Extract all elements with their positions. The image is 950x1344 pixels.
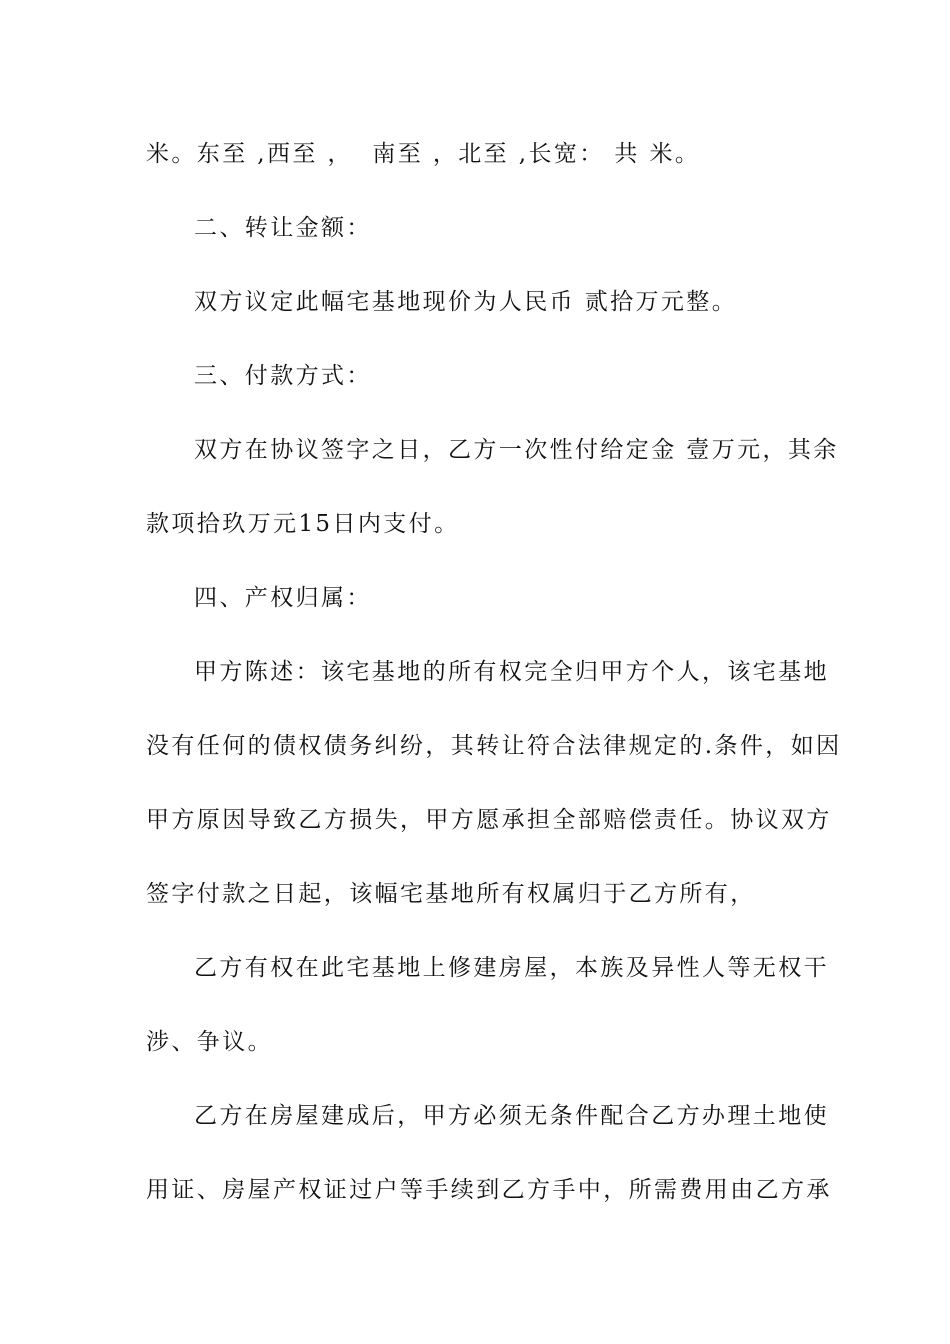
paragraph-statement-line-4: 签字付款之日起，该幅宅基地所有权属归于乙方所有， <box>146 881 756 907</box>
paragraph-payment-line-2: 款项拾玖万元15日内支付。 <box>146 511 460 537</box>
boundary-text-line: 米。东至 ,西至 ， 南至 ，北至 ,长宽： 共 米。 <box>146 141 701 167</box>
paragraph-price-line: 双方议定此幅宅基地现价为人民币 贰拾万元整。 <box>194 289 738 315</box>
section-heading-transfer-amount: 二、转让金额： <box>194 215 372 241</box>
paragraph-statement-line-1: 甲方陈述：该宅基地的所有权完全归甲方个人，该宅基地 <box>194 659 829 685</box>
paragraph-certificate-line-2: 用证、房屋产权证过户等手续到乙方手中，所需费用由乙方承 <box>146 1177 832 1203</box>
paragraph-certificate-line-1: 乙方在房屋建成后，甲方必须无条件配合乙方办理土地使 <box>194 1103 829 1129</box>
paragraph-building-rights-line-2: 涉、争议。 <box>146 1029 273 1055</box>
paragraph-building-rights-line-1: 乙方有权在此宅基地上修建房屋，本族及异性人等无权干 <box>194 955 829 981</box>
section-heading-ownership: 四、产权归属： <box>194 585 372 611</box>
section-heading-payment-method: 三、付款方式： <box>194 363 372 389</box>
paragraph-statement-line-3: 甲方原因导致乙方损失，甲方愿承担全部赔偿责任。协议双方 <box>146 807 832 833</box>
paragraph-payment-line-1: 双方在协议签字之日，乙方一次性付给定金 壹万元，其余 <box>194 437 839 463</box>
paragraph-statement-line-2: 没有任何的债权债务纠纷，其转让符合法律规定的.条件，如因 <box>146 733 842 759</box>
